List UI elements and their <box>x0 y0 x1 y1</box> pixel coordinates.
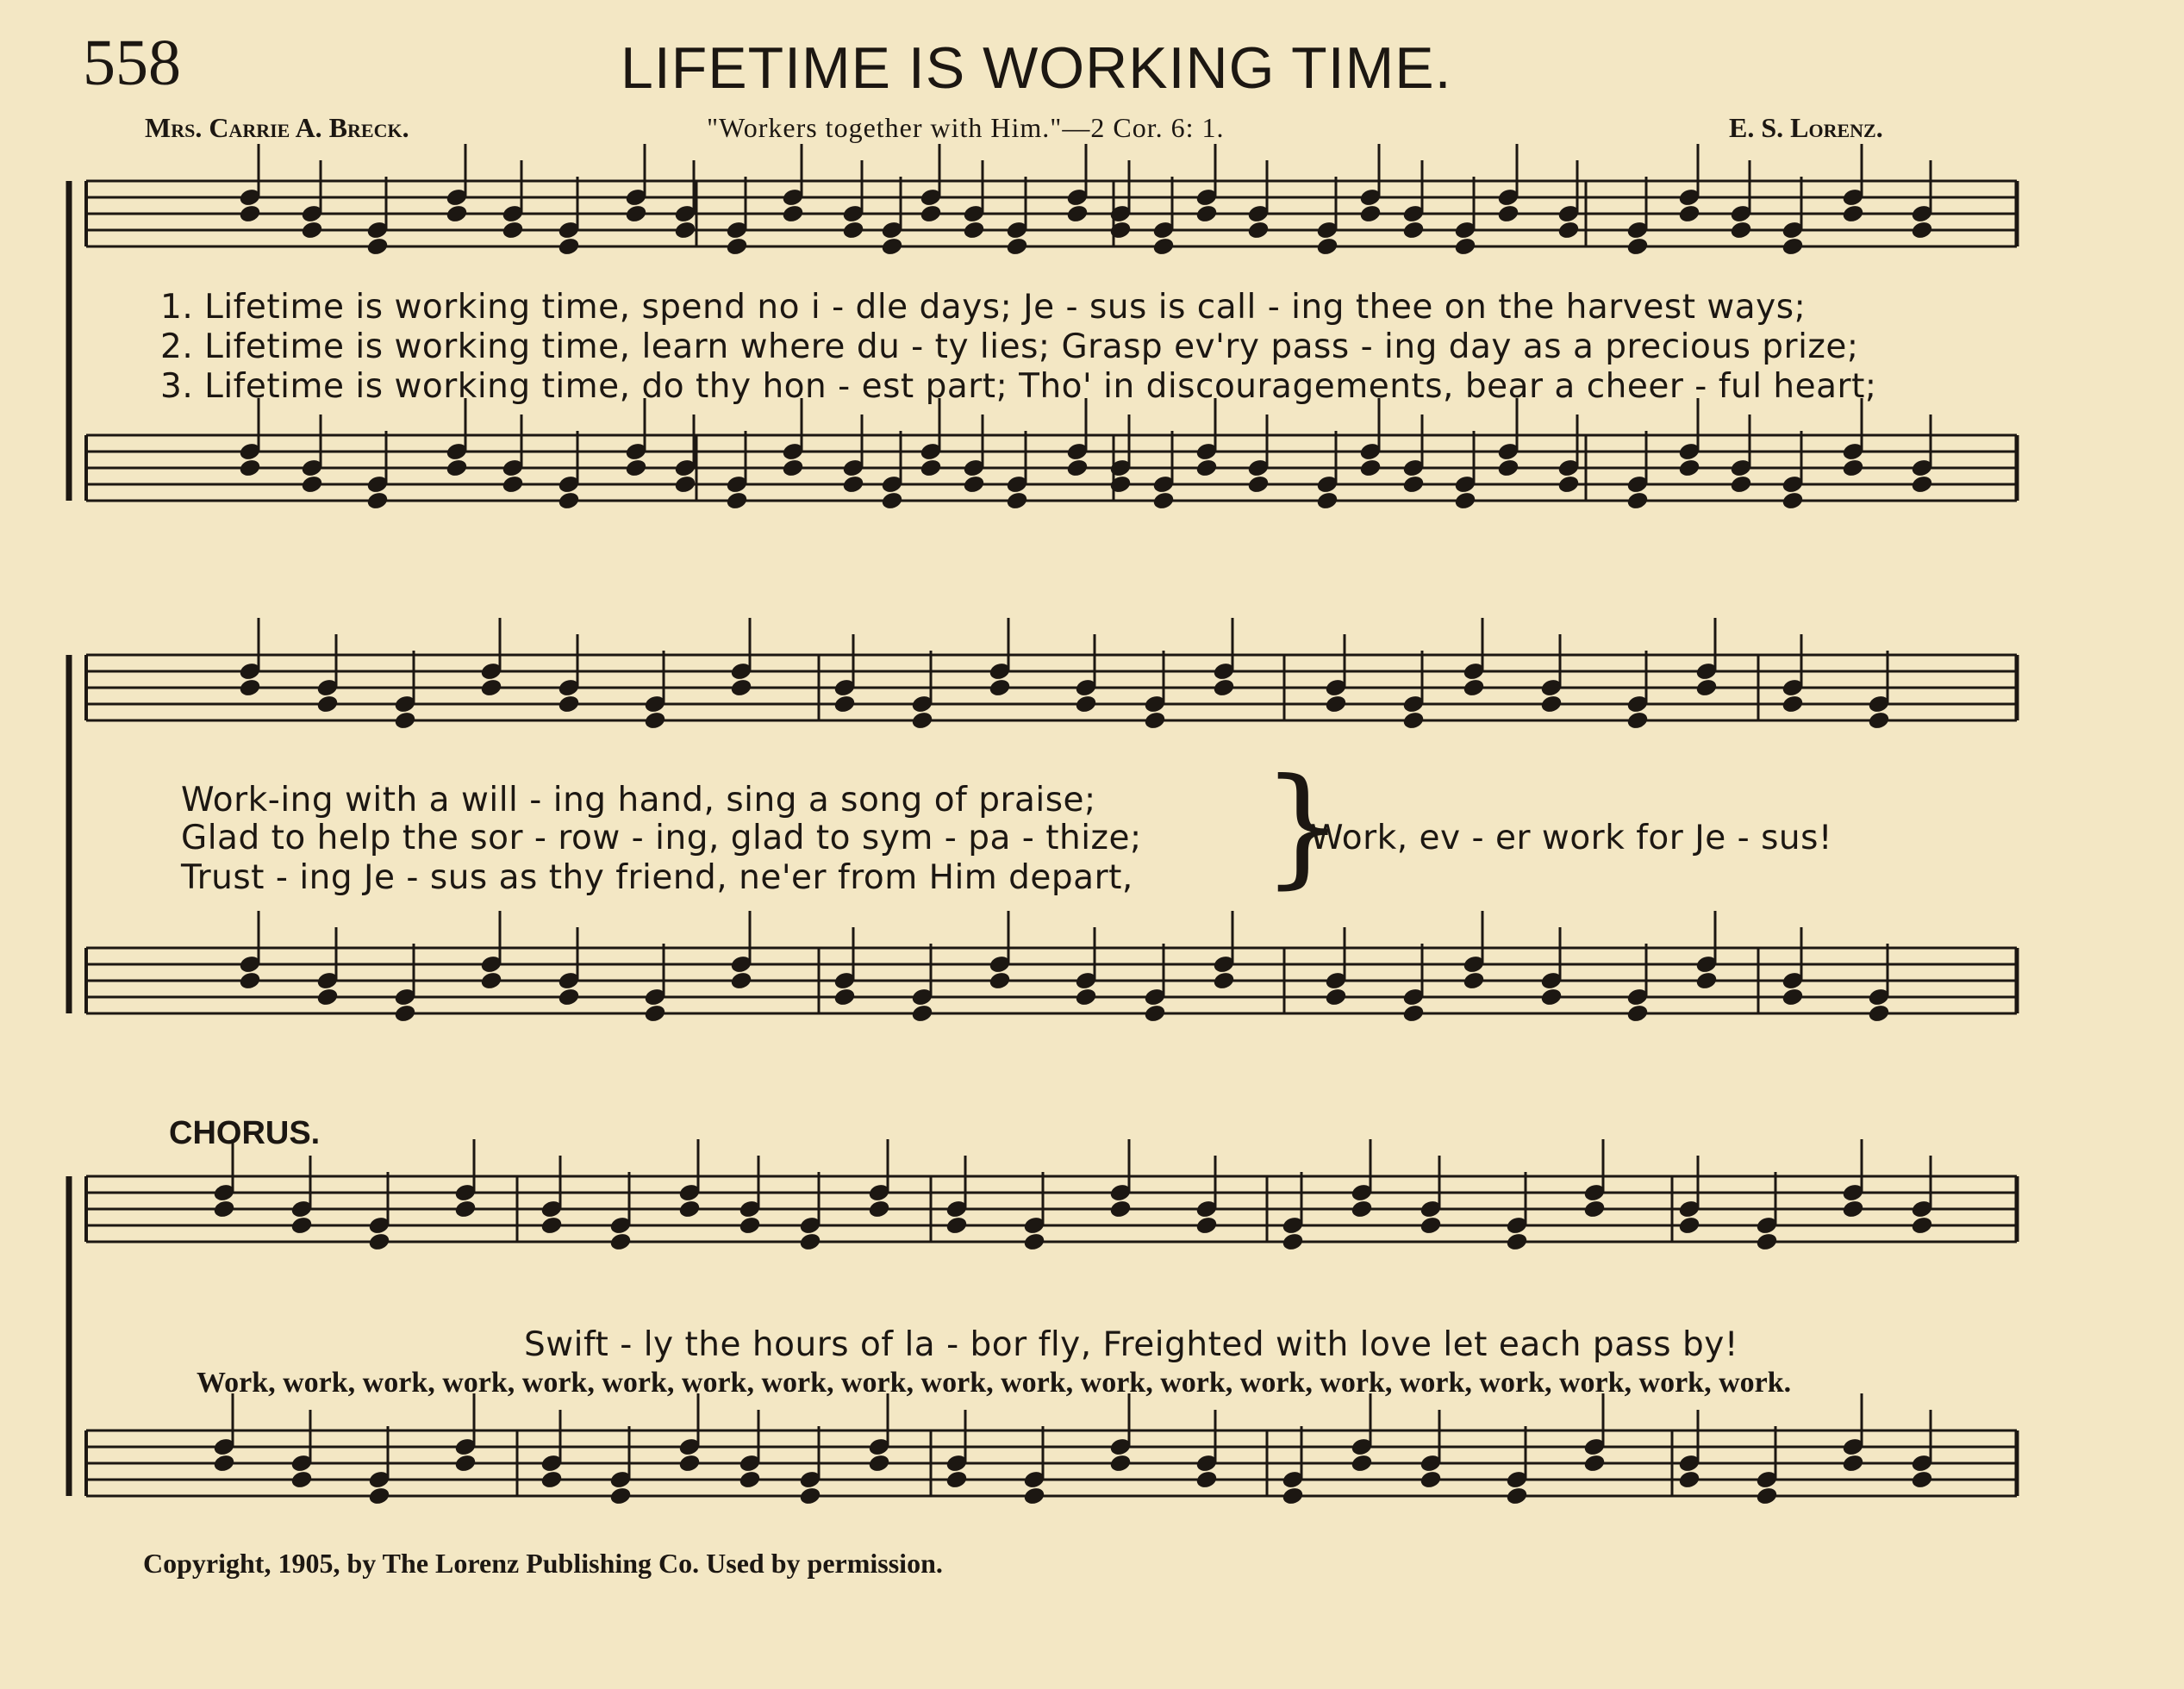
system-3-staff-1-note <box>290 1216 313 1236</box>
system-1-staff-1-note <box>1066 204 1089 224</box>
verse-3-line-2: Trust - ing Je - sus as thy friend, ne'er from Him depart, <box>181 858 1133 897</box>
system-3-staff-2-note <box>1195 1470 1218 1490</box>
chorus-line-2: Work, work, work, work, work, work, work, work, work, work, work, work, work, work, work, work, work, work, work, work. <box>197 1367 1792 1399</box>
system-2-staff-2-note <box>558 988 580 1007</box>
system-2-staff-2-note <box>1402 1004 1425 1024</box>
system-2-staff-1-note <box>1075 695 1097 714</box>
system-3-staff-2-note <box>678 1454 701 1474</box>
system-1-staff-2-note <box>502 475 524 495</box>
system-2-staff-1-note <box>1144 711 1166 731</box>
system-2-staff-1-note <box>1402 711 1425 731</box>
system-1-staff-2-note <box>1066 458 1089 478</box>
system-1-staff-1-note <box>1152 237 1175 257</box>
system-2-staff-2-note <box>1144 1004 1166 1024</box>
system-2-staff-1-note <box>394 711 416 731</box>
system-1-staff-2-note <box>881 491 903 511</box>
system-1-staff-1-note <box>1247 221 1270 240</box>
system-2-staff-2-note <box>480 971 502 991</box>
system-1-staff-1-note <box>625 204 647 224</box>
author-credit: Mrs. Carrie A. Breck. <box>145 112 409 143</box>
system-3-staff-1-note <box>1911 1216 1933 1236</box>
system-1-staff-1-note <box>1678 204 1700 224</box>
system-3-staff-1-note <box>868 1200 890 1219</box>
system-2-staff-2-note <box>833 988 856 1007</box>
system-1-staff-1-note <box>301 221 323 240</box>
system-3-staff-2-note <box>213 1454 235 1474</box>
system-2-staff-2-note <box>911 1004 933 1024</box>
system-2-staff-1-note <box>644 711 666 731</box>
system-1-staff-2-note <box>920 458 942 478</box>
system-1-staff-2-note <box>1195 458 1218 478</box>
scripture-epigraph: "Workers together with Him."—2 Cor. 6: 1. <box>707 112 1225 143</box>
system-2-staff-1-note <box>316 695 339 714</box>
system-3-staff-1-note <box>739 1216 761 1236</box>
system-2-staff-1-note <box>911 711 933 731</box>
system-1-staff-2-note <box>1626 491 1649 511</box>
system-2-staff-1-note <box>833 695 856 714</box>
verse-brace: } <box>1262 751 1345 901</box>
system-1-staff-2-note <box>963 475 985 495</box>
verse-2-line-1: 2. Lifetime is working time, learn where du - ty lies; Grasp ev'ry pass - ing day as a precious prize; <box>160 327 1859 366</box>
system-1-staff-1-note <box>1195 204 1218 224</box>
system-1-staff-2-note <box>1842 458 1864 478</box>
system-1-staff-1-note <box>1359 204 1382 224</box>
system-2-staff-2-note <box>239 971 261 991</box>
system-3-staff-2-note <box>609 1486 632 1506</box>
system-2-staff-2-note <box>1868 1004 1890 1024</box>
system-1-staff-1-note <box>502 221 524 240</box>
system-3-staff-1-note <box>1678 1216 1700 1236</box>
system-2-staff-2-note <box>989 971 1011 991</box>
system-3-staff-1-note <box>1842 1200 1864 1219</box>
system-2-staff-2-note <box>1626 1004 1649 1024</box>
system-3-staff-2-note <box>739 1470 761 1490</box>
system-2-staff-2-note <box>1695 971 1718 991</box>
system-2-staff-2-note <box>1463 971 1485 991</box>
system-2-staff-1-note <box>1325 695 1347 714</box>
system-1-staff-2-note <box>1454 491 1476 511</box>
system-2-staff-2-note <box>316 988 339 1007</box>
system-1-staff-1-note <box>1842 204 1864 224</box>
system-1-staff-1-note <box>1402 221 1425 240</box>
system-1-staff-2-note <box>1402 475 1425 495</box>
system-1-staff-2-note <box>782 458 804 478</box>
system-3-staff-1-note <box>1756 1232 1778 1252</box>
system-3-staff-2-note <box>290 1470 313 1490</box>
verse-2-line-2: Glad to help the sor - row - ing, glad to sym - pa - thize; <box>181 819 1142 857</box>
system-2-staff-2-note <box>1540 988 1563 1007</box>
system-3-staff-1-note <box>1351 1200 1373 1219</box>
system-3-staff-1-note <box>1583 1200 1606 1219</box>
system-3-staff-1-note <box>1109 1200 1132 1219</box>
system-3-staff-2-note <box>1420 1470 1442 1490</box>
system-1-staff-2-note <box>726 491 748 511</box>
system-3-staff-2-note <box>1678 1470 1700 1490</box>
system-1-staff-1-note <box>881 237 903 257</box>
system-3-staff-2-note <box>454 1454 477 1474</box>
system-3-staff-1-note <box>1506 1232 1528 1252</box>
system-1-staff-1-note <box>726 237 748 257</box>
system-1-staff-2-note <box>1730 475 1752 495</box>
system-3-staff-2-note <box>1023 1486 1045 1506</box>
refrain-line: Work, ev - er work for Je - sus! <box>1310 819 1833 857</box>
system-2-staff-1-note <box>239 678 261 698</box>
system-1-staff-2-note <box>446 458 468 478</box>
system-3-staff-2-note <box>1109 1454 1132 1474</box>
system-1-staff-1-note <box>842 221 864 240</box>
system-1-staff-1-note <box>920 204 942 224</box>
verse-1-line-1: 1. Lifetime is working time, spend no i - dle days; Je - sus is call - ing thee on the harvest ways; <box>160 288 1806 327</box>
system-1-staff-2-note <box>842 475 864 495</box>
system-1-staff-2-note <box>366 491 389 511</box>
system-3-staff-2-note <box>799 1486 821 1506</box>
system-1-staff-1-note <box>1557 221 1580 240</box>
system-2-staff-1-note <box>1626 711 1649 731</box>
system-3-staff-2-note <box>945 1470 968 1490</box>
system-3-staff-2-note <box>1583 1454 1606 1474</box>
system-2-staff-1-note <box>730 678 752 698</box>
system-3-staff-2-note <box>368 1486 390 1506</box>
system-3-staff-1-note <box>213 1200 235 1219</box>
system-1-staff-1-note <box>1316 237 1338 257</box>
system-3-staff-1-note <box>678 1200 701 1219</box>
system-1-staff-2-note <box>558 491 580 511</box>
system-1-staff-2-note <box>1678 458 1700 478</box>
system-2-staff-2-note <box>394 1004 416 1024</box>
system-3-staff-1-note <box>1282 1232 1304 1252</box>
system-1-staff-1-note <box>1006 237 1028 257</box>
system-1-staff-1-note <box>239 204 261 224</box>
system-1-staff-1-note <box>782 204 804 224</box>
system-1-staff-2-note <box>674 475 696 495</box>
system-1-staff-2-note <box>1006 491 1028 511</box>
system-3-staff-2-note <box>868 1454 890 1474</box>
system-1-staff-2-note <box>301 475 323 495</box>
hymn-title: LIFETIME IS WORKING TIME. <box>621 35 1452 101</box>
system-3-staff-2-note <box>1506 1486 1528 1506</box>
copyright-notice: Copyright, 1905, by The Lorenz Publishing Co. Used by permission. <box>143 1548 943 1579</box>
system-3-staff-1-note <box>945 1216 968 1236</box>
system-1-staff-1-note <box>446 204 468 224</box>
system-2-staff-2-note <box>644 1004 666 1024</box>
system-3-staff-1-note <box>799 1232 821 1252</box>
composer-credit: E. S. Lorenz. <box>1729 112 1883 143</box>
system-1-staff-1-note <box>1454 237 1476 257</box>
verse-3-line-1: 3. Lifetime is working time, do thy hon - est part; Tho' in discouragements, bear a cheer - ful heart; <box>160 367 1877 406</box>
system-1-staff-2-note <box>239 458 261 478</box>
system-1-staff-1-note <box>674 221 696 240</box>
system-2-staff-2-note <box>730 971 752 991</box>
chorus-label: CHORUS. <box>169 1115 321 1151</box>
system-3-staff-1-note <box>609 1232 632 1252</box>
system-1-staff-1-note <box>558 237 580 257</box>
system-1-staff-2-note <box>1247 475 1270 495</box>
system-3-staff-2-note <box>1351 1454 1373 1474</box>
system-1-staff-2-note <box>1557 475 1580 495</box>
system-1-staff-2-note <box>1152 491 1175 511</box>
system-3-staff-1-note <box>1420 1216 1442 1236</box>
system-2-staff-1-note <box>1695 678 1718 698</box>
system-2-staff-1-note <box>480 678 502 698</box>
system-3-staff-1-note <box>540 1216 563 1236</box>
system-1-staff-2-note <box>1316 491 1338 511</box>
system-2-staff-1-note <box>1540 695 1563 714</box>
system-3-staff-2-note <box>1282 1486 1304 1506</box>
system-1-staff-2-note <box>1497 458 1519 478</box>
chorus-line-1: Swift - ly the hours of la - bor fly, Freighted with love let each pass by! <box>524 1325 1738 1364</box>
system-2-staff-2-note <box>1213 971 1235 991</box>
system-3-staff-2-note <box>1911 1470 1933 1490</box>
system-1-staff-2-note <box>1911 475 1933 495</box>
system-3-staff-2-note <box>1756 1486 1778 1506</box>
system-1-staff-1-note <box>1626 237 1649 257</box>
system-2-staff-2-note <box>1325 988 1347 1007</box>
system-3-staff-1-note <box>1195 1216 1218 1236</box>
system-1-staff-2-note <box>1359 458 1382 478</box>
system-2-staff-1-note <box>558 695 580 714</box>
system-1-staff-1-note <box>963 221 985 240</box>
system-2-staff-2-note <box>1075 988 1097 1007</box>
system-3-staff-2-note <box>1842 1454 1864 1474</box>
verse-1-line-2: Work-ing with a will - ing hand, sing a song of praise; <box>181 781 1096 820</box>
system-2-staff-1-note <box>1213 678 1235 698</box>
system-1-staff-1-note <box>366 237 389 257</box>
system-1-staff-2-note <box>625 458 647 478</box>
system-3-staff-1-note <box>368 1232 390 1252</box>
system-1-staff-1-note <box>1911 221 1933 240</box>
system-1-staff-2-note <box>1782 491 1804 511</box>
system-2-staff-1-note <box>1868 711 1890 731</box>
system-1-staff-1-note <box>1782 237 1804 257</box>
system-2-staff-1-note <box>1782 695 1804 714</box>
system-2-staff-1-note <box>989 678 1011 698</box>
hymn-number: 558 <box>83 27 181 99</box>
system-1-staff-1-note <box>1730 221 1752 240</box>
system-3-staff-1-note <box>454 1200 477 1219</box>
system-1-staff-1-note <box>1497 204 1519 224</box>
system-3-staff-2-note <box>540 1470 563 1490</box>
system-2-staff-2-note <box>1782 988 1804 1007</box>
system-2-staff-1-note <box>1463 678 1485 698</box>
system-3-staff-1-note <box>1023 1232 1045 1252</box>
